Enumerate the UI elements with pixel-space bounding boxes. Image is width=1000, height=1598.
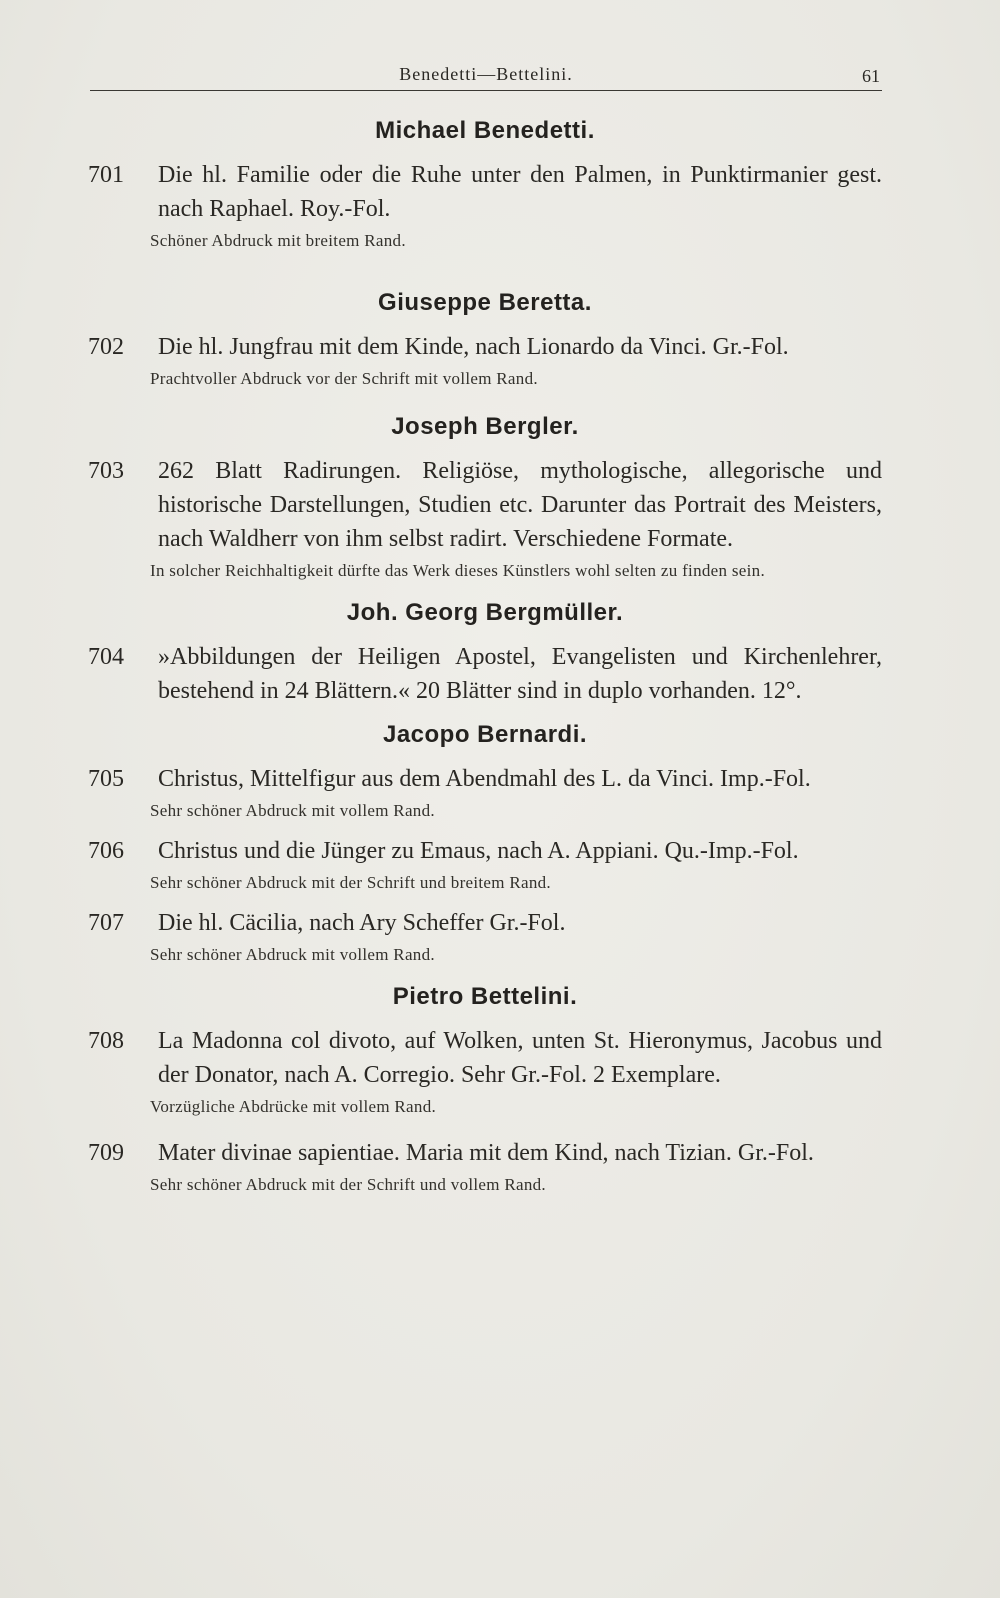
running-title: Benedetti—Bettelini. [399, 64, 573, 84]
entry-description: Die hl. Jungfrau mit dem Kinde, nach Lionardo da Vinci. Gr.-Fol. [158, 334, 789, 360]
entry-condition-note: Sehr schöner Abdruck mit vollem Rand. [150, 945, 435, 964]
entry-description: 262 Blatt Radirungen. Religiöse, mythologische, allegorische und historische Darstellungen, Studien etc. Darunter das Portrait des Meisters, nach Waldherr von ihm selbst radirt. Verschiedene Formate. [158, 458, 882, 552]
entry-condition-note: Sehr schöner Abdruck mit vollem Rand. [150, 801, 435, 820]
catalog-content [88, 112, 882, 1200]
catalog-entry [88, 640, 882, 708]
artist-heading: Joseph Bergler. [391, 413, 579, 440]
catalog-entry [88, 834, 882, 868]
catalog-entry [88, 906, 882, 940]
catalog-entry [88, 1136, 882, 1170]
artist-heading: Michael Benedetti. [375, 117, 595, 144]
entry-description: »Abbildungen der Heiligen Apostel, Evangelisten und Kirchenlehrer, bestehend in 24 Blättern.« 20 Blätter sind in duplo vorhanden. 12°. [158, 644, 882, 704]
artist-heading: Giuseppe Beretta. [378, 289, 592, 316]
entry-description: La Madonna col divoto, auf Wolken, unten St. Hieronymus, Jacobus und der Donator, nach A. Corregio. Sehr Gr.-Fol. 2 Exemplare. [158, 1028, 882, 1088]
entry-number: 702 [88, 334, 124, 360]
entry-description: Christus und die Jünger zu Emaus, nach A. Appiani. Qu.-Imp.-Fol. [158, 838, 799, 864]
entry-condition-note: Sehr schöner Abdruck mit der Schrift und vollem Rand. [150, 1175, 546, 1194]
catalog-entry [88, 1024, 882, 1092]
artist-heading: Jacopo Bernardi. [382, 721, 588, 748]
entry-number: 708 [88, 1028, 124, 1054]
entry-condition-note: Prachtvoller Abdruck vor der Schrift mit vollem Rand. [150, 369, 538, 388]
entry-description: Mater divinae sapientiae. Maria mit dem Kind, nach Tizian. Gr.-Fol. [158, 1140, 814, 1166]
entry-condition-note: Sehr schöner Abdruck mit der Schrift und breitem Rand. [150, 873, 551, 892]
entry-condition-note: Schöner Abdruck mit breitem Rand. [150, 231, 406, 250]
entry-number: 707 [88, 910, 124, 936]
catalog-entry [88, 762, 882, 796]
entry-number: 706 [88, 838, 124, 864]
artist-heading: Pietro Bettelini. [392, 983, 578, 1010]
entry-number: 701 [88, 162, 124, 188]
entry-condition-note: Vorzügliche Abdrücke mit vollem Rand. [150, 1097, 437, 1116]
catalog-entry [88, 158, 882, 226]
catalog-entry [88, 330, 882, 364]
entry-number: 704 [88, 644, 124, 670]
catalog-entry [88, 454, 882, 556]
entry-number: 709 [88, 1140, 124, 1166]
entry-number: 705 [88, 766, 124, 792]
entry-condition-note: In solcher Reichhaltigkeit dürfte das Werk dieses Künstlers wohl selten zu finden sein. [150, 561, 766, 580]
entry-description: Die hl. Cäcilia, nach Ary Scheffer Gr.-Fol. [158, 910, 566, 936]
running-head [90, 62, 882, 91]
artist-heading: Joh. Georg Bergmüller. [346, 599, 624, 626]
entry-number: 703 [88, 458, 124, 484]
page-number: 61 [862, 66, 880, 86]
entry-description: Christus, Mittelfigur aus dem Abendmahl des L. da Vinci. Imp.-Fol. [158, 766, 811, 792]
entry-description: Die hl. Familie oder die Ruhe unter den Palmen, in Punktirmanier gest. nach Raphael. Roy.-Fol. [158, 162, 882, 222]
